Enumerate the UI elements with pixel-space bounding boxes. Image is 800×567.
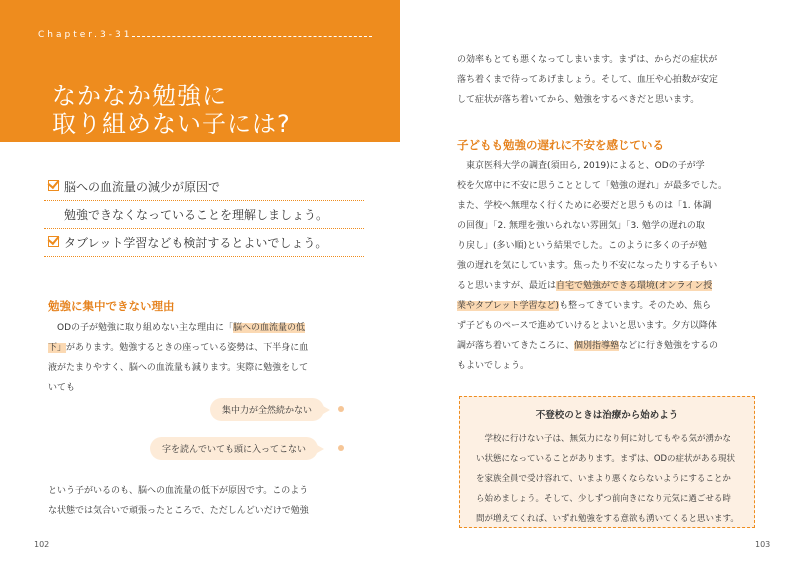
text-line: ず子どものペースで進めていけるとよいと思います。夕方以降体 <box>457 321 717 331</box>
tip-box-body <box>476 429 742 529</box>
speech-bubble-1: 集中力が全然続かない <box>210 398 324 421</box>
dot-decoration <box>338 406 344 412</box>
text-line: ると思いますが、最近は自宅で勉強ができる環境(オンライン授 <box>457 281 713 291</box>
text-line: な状態では気合いで頑張ったところで、ただしんどいだけで勉強 <box>48 506 309 516</box>
text-line: の効率もとても悪くなってしまいます。まずは、からだの症状が <box>457 55 718 65</box>
checkbox-icon <box>48 236 59 247</box>
tip-box <box>459 396 755 528</box>
text-line: 学校に行けない子は、無気力になり何に対してもやる気が湧かな <box>484 434 732 444</box>
text-line: もよいでしょう。 <box>457 361 530 371</box>
section-heading-right: 子どもも勉強の遅れに不安を感じている <box>457 138 664 152</box>
right-paragraph-top <box>457 50 767 110</box>
text-line: また、学校へ無理なく行くために必要だと思うものは「1. 体調 <box>457 201 712 211</box>
highlight: 個別指導塾 <box>574 341 620 351</box>
text-line: 強の遅れを気にしています。焦ったり不安になったりする子もい <box>457 261 718 271</box>
page-number-right: 103 <box>755 540 771 549</box>
text-line: の回復」「2. 無理を強いられない雰囲気」「3. 勉学の遅れの取 <box>457 221 705 231</box>
text-line: 校を欠席中に不安に思うこととして「勉強の遅れ」が最多でした。 <box>457 181 728 191</box>
text-line: り戻し」(多い順)という結果でした。このように多くの子が勉 <box>457 241 708 251</box>
dot-decoration <box>338 445 344 451</box>
section-heading-left: 勉強に集中できない理由 <box>48 299 175 313</box>
highlight: 業やタブレット学習など) <box>457 301 560 311</box>
text-line: い状態になっていることがあります。まずは、ODの症状がある現状 <box>476 454 736 464</box>
dotted-rule <box>44 256 364 257</box>
point-1-cont: 勉強できなくなっていることを理解しましょう。 <box>64 208 329 222</box>
text-line: 調が落ち着いてきたころに、個別指導塾などに行き勉強をするの <box>457 341 719 351</box>
page-number-left: 102 <box>34 540 50 549</box>
text-line: を家族全員で受け容れて、いまより悪くならないようにすることか <box>476 474 731 484</box>
text-line: 間が増えてくれば、いずれ勉強をする意欲も湧いてくると思います。 <box>476 514 739 524</box>
highlight: 自宅で勉強ができる環境(オンライン授 <box>556 281 713 291</box>
chapter-divider <box>132 36 372 37</box>
text-line: という子がいるのも、脳への血流量の低下が原因です。このよう <box>48 486 309 496</box>
text-line: 業やタブレット学習など)も整ってきています。そのため、焦ら <box>457 301 711 311</box>
tip-box-title: 不登校のときは治療から始めよう <box>535 410 679 421</box>
text-line: して症状が落ち着いてから、勉強をするべきだと思います。 <box>457 95 700 105</box>
chapter-label: Chapter.3-31 <box>38 30 133 40</box>
dotted-rule <box>44 200 364 201</box>
left-paragraph-1 <box>48 318 348 398</box>
text-line: ら始めましょう。そして、少しずつ前向きになり元気に過ごせる時 <box>476 494 731 504</box>
text-line: 下」があります。勉強するときの座っている姿勢は、下半身に血 <box>48 343 309 353</box>
text-line: ODの子が勉強に取り組めない主な理由に「脳への血流量の低 <box>57 323 306 333</box>
text-line: 東京医科大学の調査(須田ら, 2019)によると、ODの子が学 <box>466 161 705 171</box>
speech-bubble-2: 字を読んでいても頭に入ってこない <box>150 437 318 460</box>
dotted-rule <box>44 228 364 229</box>
page-title-line-1: なかなか勉強に <box>52 82 227 110</box>
point-1-text: 脳への血流量の減少が原因で <box>64 180 221 194</box>
text-line: 液がたまりやすく、脳への血流量も減ります。実際に勉強をして <box>48 363 309 373</box>
text-line: いても <box>48 383 76 393</box>
text-line: 落ち着くまで待ってあげましょう。そして、血圧や心拍数が安定 <box>457 75 718 85</box>
point-1 <box>48 178 220 195</box>
left-paragraph-2 <box>48 481 348 521</box>
checkbox-icon <box>48 180 59 191</box>
page-title-line-2: 取り組めない子には? <box>52 110 291 138</box>
highlight: 下」 <box>48 343 67 353</box>
right-paragraph-main <box>457 156 767 376</box>
highlight: 脳への血流量の低 <box>233 323 306 333</box>
point-2-text: タブレット学習なども検討するとよいでしょう。 <box>64 236 328 250</box>
point-2 <box>48 234 327 251</box>
chapter-banner <box>0 0 400 142</box>
